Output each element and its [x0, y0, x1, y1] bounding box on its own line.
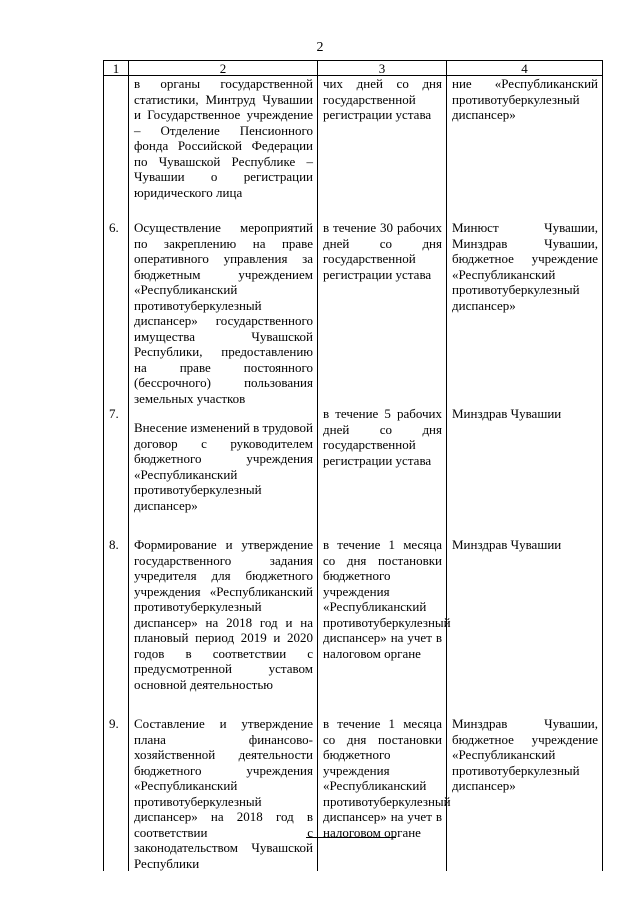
row-responsible: Минздрав Чувашии — [447, 406, 603, 533]
measures-table — [103, 60, 603, 871]
row-term: в течение 30 рабочих дней со дня государственной регистрации устава — [318, 206, 447, 406]
header-col-2: 2 — [129, 61, 318, 76]
table-row — [104, 206, 603, 406]
row-term: в течение 5 рабочих дней со дня государственной регистрации устава — [318, 406, 447, 533]
row-action: Осуществление мероприятий по закреплению на праве оперативного управления за бюджетным учреждением «Республиканский противотуберкулезный диспансер» государственного имущества Чувашской Республики, предоставлению на праве постоянного (бессрочного) пользования земельных участков — [129, 206, 318, 406]
table-row — [104, 406, 603, 533]
table-header-row — [104, 61, 603, 76]
row-number: 7. — [104, 406, 129, 533]
row-number: 8. — [104, 533, 129, 712]
row-responsible: Минздрав Чувашии, бюджетное учреждение «Республиканский противотуберкулезный диспансер» — [447, 712, 603, 871]
header-col-3: 3 — [318, 61, 447, 76]
row-term: в течение 1 месяца со дня постановки бюджетного учреждения «Республиканский противотуберкулезный диспансер» на учет в налоговом органе — [318, 533, 447, 712]
row-number: 6. — [104, 206, 129, 406]
header-col-4: 4 — [447, 61, 603, 76]
row-responsible: Минздрав Чувашии — [447, 533, 603, 712]
closing-rule — [306, 837, 396, 838]
row-action: в органы государственной статистики, Минтруд Чувашии и Государственное учреждение – Отделение Пенсионного фонда Российской Федерации по Чувашской Республике – Чувашии о регистрации юридического лица — [129, 76, 318, 207]
row-responsible: ние «Республиканский противотуберкулезный диспансер» — [447, 76, 603, 207]
table-row — [104, 533, 603, 712]
row-action: Составление и утверждение плана финансово-хозяйственной деятельности бюджетного учреждения «Республиканский противотуберкулезный диспансер» на 2018 год в соответствии с законодательством Чувашской Республики — [129, 712, 318, 871]
row-term: в течение 1 месяца со дня постановки бюджетного учреждения «Республиканский противотуберкулезный диспансер» на учет в налоговом органе — [318, 712, 447, 871]
table-row — [104, 76, 603, 207]
row-term: чих дней со дня государственной регистрации устава — [318, 76, 447, 207]
page-number: 2 — [316, 40, 324, 55]
row-number — [104, 76, 129, 207]
table-row — [104, 712, 603, 871]
row-responsible: Минюст Чувашии, Минздрав Чувашии, бюджетное учреждение «Республиканский противотуберкулезный диспансер» — [447, 206, 603, 406]
row-action: Формирование и утверждение государственного задания учредителя для бюджетного учреждения «Республиканский противотуберкулезный диспансер» на 2018 год и на плановый период 2019 и 2020 годов в соответствии с предусмотренной уставом основной деятельностью — [129, 533, 318, 712]
header-col-1: 1 — [104, 61, 129, 76]
row-action: Внесение изменений в трудовой договор с руководителем бюджетного учреждения «Республиканский противотуберкулезный диспансер» — [129, 406, 318, 533]
row-number: 9. — [104, 712, 129, 871]
